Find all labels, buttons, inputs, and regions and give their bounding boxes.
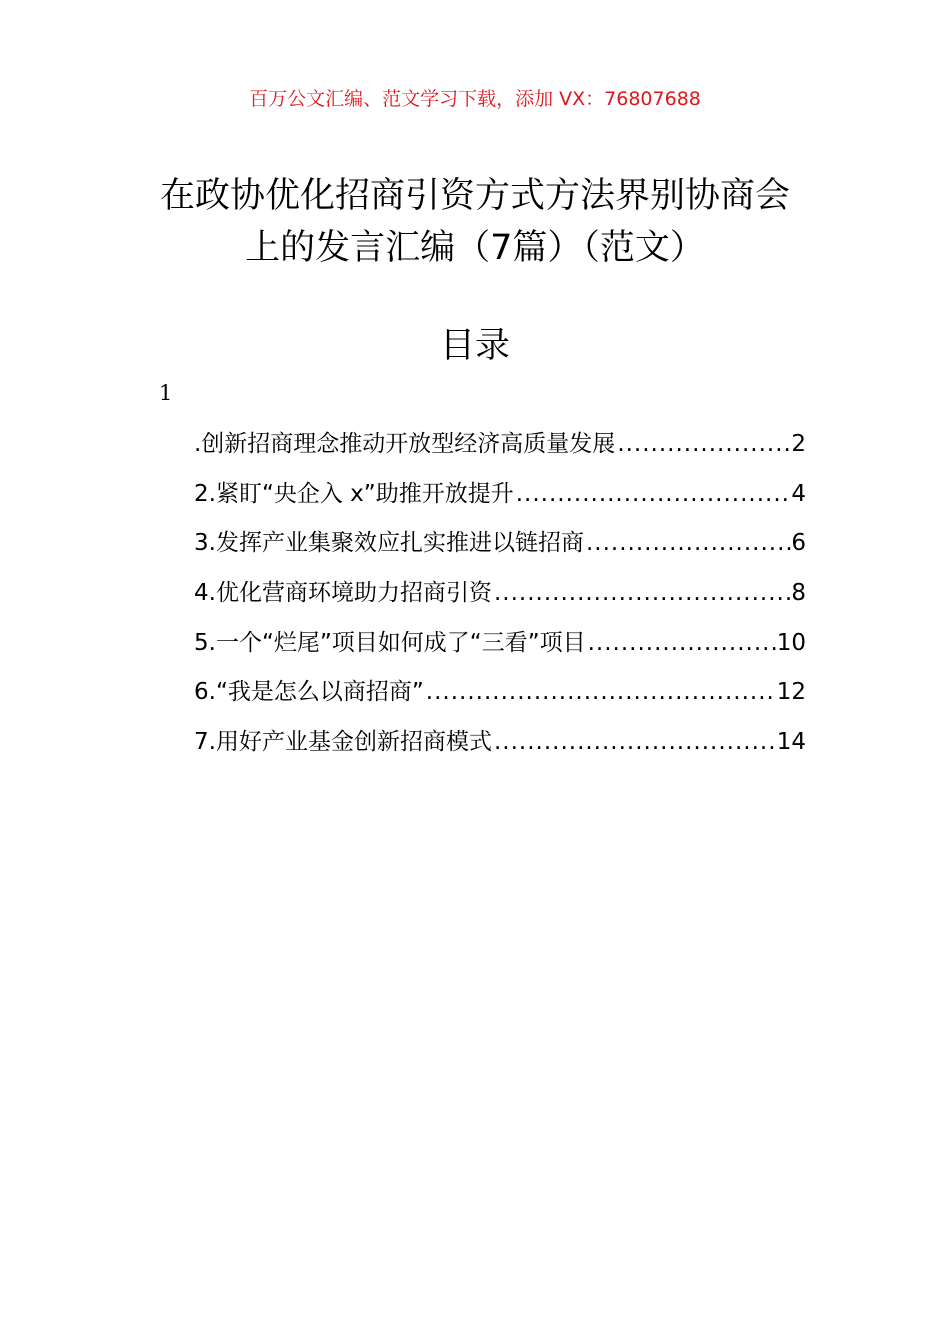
toc-entry-title: 4.优化营商环境助力招商引资 [194, 580, 492, 607]
toc-dot-leader [492, 722, 777, 762]
document-title-line-2: 上的发言汇编（7篇）（范文） [245, 228, 705, 268]
toc-entry-page: 10 [776, 629, 806, 656]
toc-entry-page: 8 [791, 580, 806, 607]
toc-dot-leader [492, 573, 791, 613]
stray-number: 1 [159, 381, 173, 405]
toc-entry-page: 14 [776, 729, 806, 756]
toc-entry-title: 3.发挥产业集聚效应扎实推进以链招商 [194, 530, 584, 557]
toc-entry[interactable] [194, 474, 806, 524]
toc-entry-page: 4 [791, 480, 806, 507]
toc-entry[interactable] [194, 424, 806, 474]
toc-entry-page: 12 [776, 679, 806, 706]
toc-entry[interactable] [194, 623, 806, 673]
toc-entry[interactable] [194, 573, 806, 623]
toc-entry[interactable] [194, 523, 806, 573]
toc-entry-title: 6.“我是怎么以商招商” [194, 679, 424, 706]
toc-dot-leader [584, 523, 791, 563]
toc-entry-title: 7.用好产业基金创新招商模式 [194, 729, 492, 756]
document-title-line-1: 在政协优化招商引资方式方法界别协商会 [159, 176, 790, 216]
table-of-contents [194, 424, 806, 772]
toc-entry[interactable] [194, 672, 806, 722]
toc-dot-leader [615, 424, 791, 464]
toc-entry-page: 2 [791, 431, 806, 457]
toc-entry-title: 2.紧盯“央企入 x”助推开放提升 [194, 480, 514, 507]
toc-entry-title: 5.一个“烂尾”项目如何成了“三看”项目 [194, 629, 586, 656]
toc-dot-leader [514, 474, 792, 514]
toc-entry-title: .创新招商理念推动开放型经济高质量发展 [194, 431, 616, 457]
toc-dot-leader [424, 672, 777, 712]
toc-heading: 目录 [439, 326, 510, 366]
header-note: 百万公文汇编、范文学习下载，添加 VX：76807688 [249, 88, 701, 110]
toc-entry-page: 6 [791, 530, 806, 557]
toc-entry[interactable] [194, 722, 806, 772]
toc-dot-leader [586, 623, 777, 663]
document-title [140, 170, 810, 274]
